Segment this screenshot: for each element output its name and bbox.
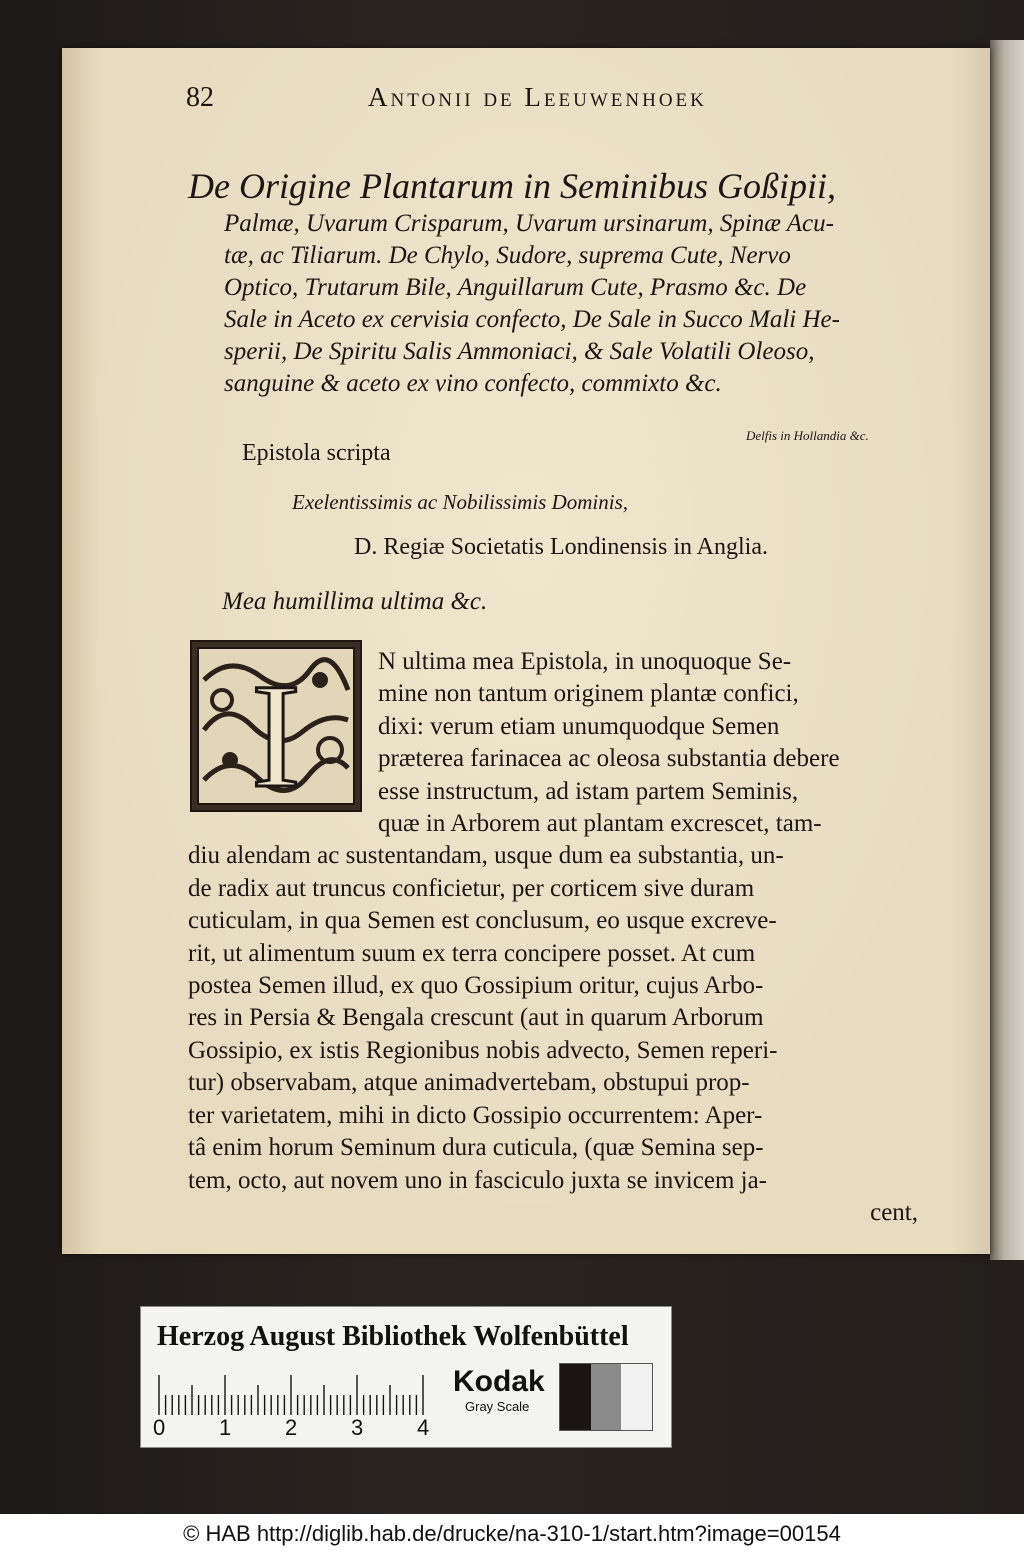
body-line: postea Semen illud, ex quo Gossipium oritur, cujus Arbo- [188,972,764,1000]
body-line: N ultima mea Epistola, in unoquoque Se- [378,648,792,675]
ruler-institution: Herzog August Bibliothek Wolfenbüttel [157,1321,629,1352]
body-line: quæ in Arborem aut plantam excrescet, tam- [378,810,822,838]
body-line: res in Persia & Bengala crescunt (aut in quarum Arborum [188,1004,764,1032]
initial-letter: I [251,653,301,812]
salutation-line: Mea humillima ultima &c. [222,588,488,615]
body-text [188,646,918,1229]
chapter-title [188,164,840,400]
ruler-number: 0 [153,1415,166,1440]
body-line: dixi: verum etiam unumquodque Semen [378,712,780,740]
body-line: diu alendam ac sustentandam, usque dum ea substantia, un- [188,842,784,870]
title-line: Optico, Trutarum Bile, Anguillarum Cute, Prasmo &c. De [224,274,807,301]
gray-scale-label: Gray Scale [465,1399,530,1414]
ruler-number: 4 [417,1415,430,1440]
title-line: De Origine Plantarum in Seminibus Goßipii, [188,166,836,206]
body-line: de radix aut truncus conficietur, per corticem sive duram [188,874,755,902]
body-line: tâ enim horum Seminum dura cuticula, (quæ Semina sep- [188,1134,764,1162]
ruler-number: 1 [219,1415,232,1440]
title-line: Palmæ, Uvarum Crisparum, Uvarum ursinarum, Spinæ Acu- [224,210,834,237]
gray-swatch [621,1364,652,1430]
body-line: præterea farinacea ac oleosa substantia debere [378,745,840,773]
catchword: cent, [870,1198,918,1226]
kodak-logo: Kodak [453,1365,545,1398]
running-title: Antonii de Leeuwenhoek [368,82,707,112]
title-line: tæ, ac Tiliarum. De Chylo, Sudore, suprema Cute, Nervo [224,242,791,269]
title-line: sperii, De Spiritu Salis Ammoniaci, & Sale Volatili Oleoso, [224,338,815,365]
place-note: Delfis in Hollandia &c. [746,428,869,443]
epistola-line: Epistola scripta [242,440,391,466]
gray-swatch [560,1364,591,1430]
ruler-ticks [157,1371,447,1415]
title-line: Sale in Aceto ex cervisia confecto, De Sale in Succo Mali He- [224,306,840,333]
body-line: tur) observabam, atque animadvertebam, obstupui prop- [188,1069,750,1097]
body-line: rit, ut alimentum suum ex terra concipere posset. At cum [188,939,756,967]
next-page-edge [990,40,1024,1260]
page-number: 82 [186,82,214,113]
title-line: sanguine & aceto ex vino confecto, commixto &c. [224,370,722,397]
body-line: tem, octo, aut novem uno in fasciculo juxta se invicem ja- [188,1166,768,1194]
body-line: Gossipio, ex istis Regionibus nobis advecto, Semen reperi- [188,1036,778,1064]
gray-swatches [559,1363,653,1431]
book-page [62,48,990,1254]
body-line: mine non tantum originem plantæ confici, [378,680,799,708]
footer-credit: © HAB http://diglib.hab.de/drucke/na-310-1/start.htm?image=00154 [0,1514,1024,1554]
gray-swatch [591,1364,622,1430]
ruler-number: 2 [285,1415,298,1440]
societas-line: D. Regiæ Societatis Londinensis in Anglia. [354,534,768,560]
body-line: ter varietatem, mihi in dicto Gossipio occurrentem: Aper- [188,1101,763,1129]
addressee-line: Exelentissimis ac Nobilissimis Dominis, [292,490,628,514]
body-line: esse instructum, ad istam partem Seminis, [378,777,799,805]
color-ruler [140,1306,672,1448]
body-line: cuticulam, in qua Semen est conclusum, eo usque excreve- [188,907,777,935]
ruler-number: 3 [351,1415,364,1440]
